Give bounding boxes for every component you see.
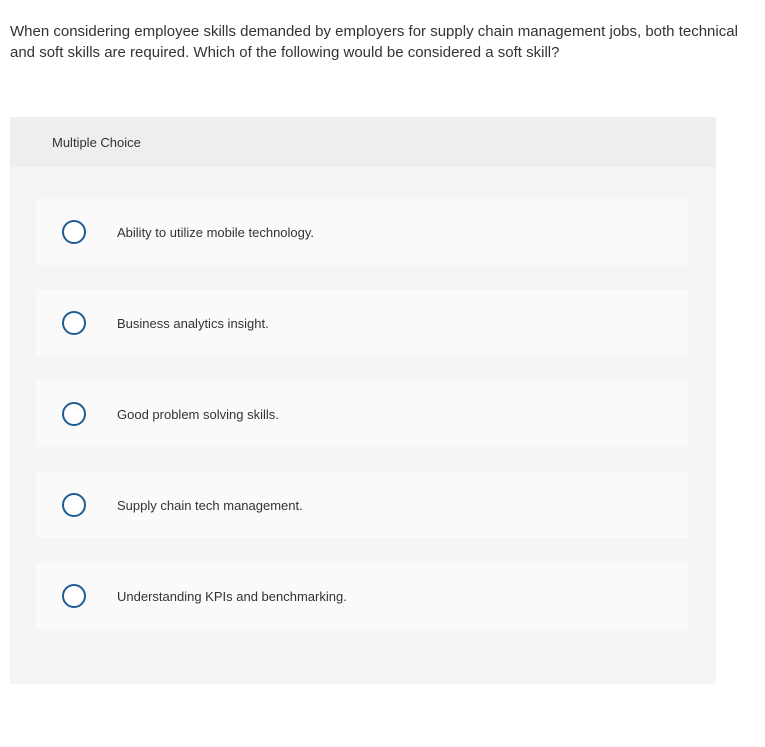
radio-button-3[interactable] [62,402,86,426]
radio-button-4[interactable] [62,493,86,517]
option-label-3: Good problem solving skills. [117,406,279,422]
radio-button-1[interactable] [62,220,86,244]
multiple-choice-header: Multiple Choice [10,117,716,167]
option-label-4: Supply chain tech management. [117,497,303,513]
option-1[interactable] [36,199,688,265]
question-text: When considering employee skills demanded by employers for supply chain management jobs, both technical and soft skills are required. Which of the following would be considered a soft skill? [10,23,738,61]
option-label-2: Business analytics insight. [117,315,269,331]
option-label-1: Ability to utilize mobile technology. [117,224,315,240]
option-3[interactable] [36,381,688,447]
option-2[interactable] [36,290,688,356]
radio-button-2[interactable] [62,311,86,335]
multiple-choice-panel [10,117,716,684]
option-label-5: Understanding KPIs and benchmarking. [117,588,347,604]
radio-button-5[interactable] [62,584,86,608]
options-list [36,199,688,654]
option-5[interactable] [36,563,688,629]
option-4[interactable] [36,472,688,538]
